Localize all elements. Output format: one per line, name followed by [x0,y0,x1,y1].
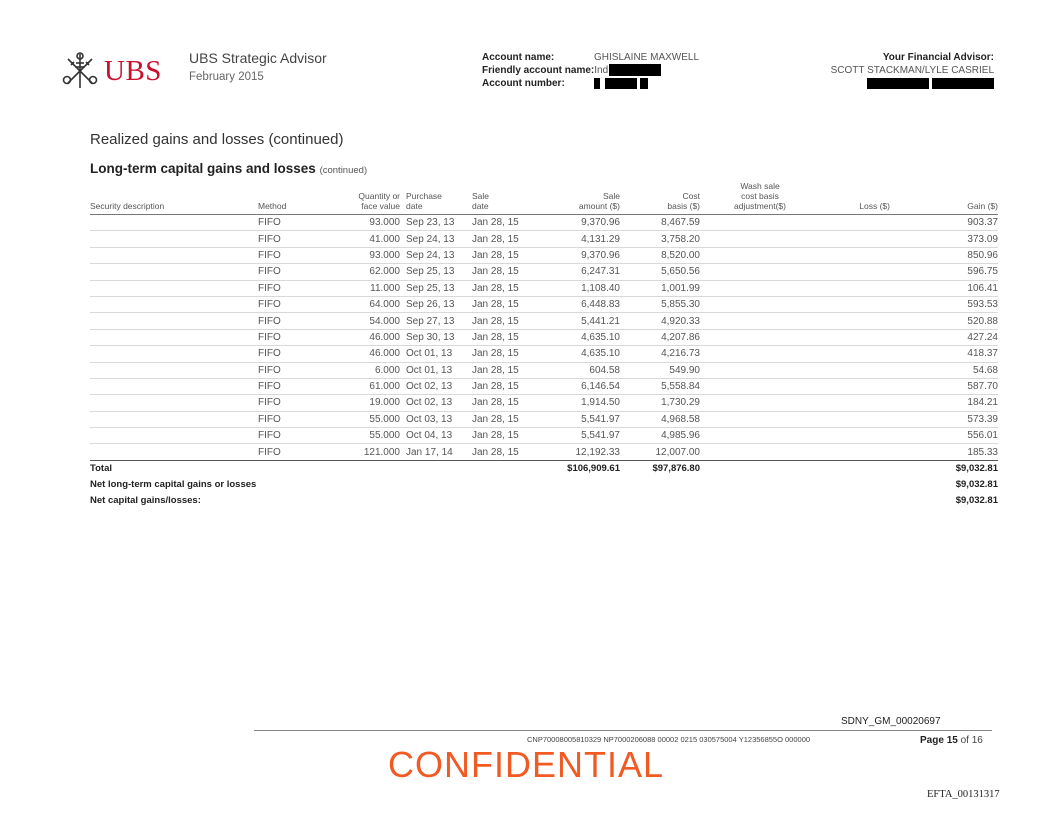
table-row [90,362,998,378]
cell-sale-date: Jan 28, 15 [458,346,522,362]
net-capital-row [90,493,998,509]
cell-purchase-date: Oct 02, 13 [400,378,458,394]
cell-loss [790,444,890,460]
cell-quantity: 55.000 [324,411,400,427]
cell-cost-basis: 4,920.33 [620,313,700,329]
confidential-stamp: CONFIDENTIAL [388,744,665,785]
redaction-block [609,64,661,76]
cell-cost-basis: 549.90 [620,362,700,378]
product-name: UBS Strategic Advisor [189,50,327,66]
cell-sale-date: Jan 28, 15 [458,428,522,444]
cell-sale-date: Jan 28, 15 [458,395,522,411]
total-row [90,460,998,477]
cell-sale-date: Jan 28, 15 [458,247,522,263]
ubs-logo [60,48,170,94]
cell-loss [790,247,890,263]
cell-security [90,346,228,362]
cell-sale-amount: 4,635.10 [522,329,620,345]
cell-method: FIFO [228,264,324,280]
cell-quantity: 93.000 [324,247,400,263]
col-purchase-date: Purchase date [400,181,458,215]
col-gain: Gain ($) [890,181,998,215]
cell-quantity: 19.000 [324,395,400,411]
cell-gain: 418.37 [890,346,998,362]
statement-period: February 2015 [189,71,264,83]
cell-method: FIFO [228,428,324,444]
cell-gain: 184.21 [890,395,998,411]
cell-wash-sale [700,346,790,362]
cell-loss [790,395,890,411]
cell-quantity: 46.000 [324,329,400,345]
cell-gain: 903.37 [890,215,998,231]
cell-purchase-date: Sep 26, 13 [400,296,458,312]
net-long-term-gain: $9,032.81 [955,479,998,491]
cell-sale-date: Jan 28, 15 [458,378,522,394]
table-row [90,411,998,427]
net-capital-gain: $9,032.81 [955,495,998,507]
friendly-name-value: Ind [594,65,609,76]
subsection-title [90,161,367,176]
col-method: Method [228,181,324,215]
cell-wash-sale [700,428,790,444]
net-long-term-label: Net long-term capital gains or losses [90,479,257,491]
financial-advisor [831,51,994,90]
cell-purchase-date: Sep 25, 13 [400,280,458,296]
cell-sale-amount: 9,370.96 [522,215,620,231]
cell-gain: 587.70 [890,378,998,394]
advisor-label: Your Financial Advisor: [882,52,994,63]
table-row [90,264,998,280]
cell-sale-amount: 5,541.97 [522,428,620,444]
cell-quantity: 62.000 [324,264,400,280]
cell-gain: 185.33 [890,444,998,460]
cell-cost-basis: 4,968.58 [620,411,700,427]
cell-method: FIFO [228,346,324,362]
cell-purchase-date: Oct 01, 13 [400,362,458,378]
cell-cost-basis: 4,216.73 [620,346,700,362]
cell-quantity: 6.000 [324,362,400,378]
cell-gain: 573.39 [890,411,998,427]
account-name-value: GHISLAINE MAXWELL [594,52,700,63]
col-wash-sale: Wash sale cost basis adjustment($) [700,181,790,215]
cell-quantity: 46.000 [324,346,400,362]
cell-sale-date: Jan 28, 15 [458,444,522,460]
cell-purchase-date: Sep 25, 13 [400,264,458,280]
subsection-note: (continued) [319,165,368,176]
table-row [90,346,998,362]
cell-cost-basis: 1,001.99 [620,280,700,296]
page-total: of 16 [960,735,983,746]
table-row [90,378,998,394]
cell-security [90,411,228,427]
cell-method: FIFO [228,231,324,247]
cell-security [90,231,228,247]
cell-wash-sale [700,215,790,231]
cell-purchase-date: Oct 02, 13 [400,395,458,411]
cell-sale-date: Jan 28, 15 [458,411,522,427]
cell-loss [790,428,890,444]
cell-cost-basis: 1,730.29 [620,395,700,411]
cell-method: FIFO [228,411,324,427]
cell-sale-date: Jan 28, 15 [458,313,522,329]
cell-sale-amount: 1,108.40 [522,280,620,296]
redaction-block [640,78,648,89]
subsection-title-text: Long-term capital gains and losses [90,161,316,176]
cell-wash-sale [700,247,790,263]
cell-sale-amount: 9,370.96 [522,247,620,263]
cell-wash-sale [700,362,790,378]
cell-security [90,215,228,231]
cell-security [90,280,228,296]
table-row [90,247,998,263]
cell-cost-basis: 5,558.84 [620,378,700,394]
cell-loss [790,313,890,329]
friendly-name-label: Friendly account name: [482,65,595,76]
col-security: Security description [90,181,228,215]
table-row [90,296,998,312]
cell-gain: 373.09 [890,231,998,247]
bates-number: SDNY_GM_00020697 [841,716,941,727]
cell-wash-sale [700,444,790,460]
table-row [90,428,998,444]
table-row [90,395,998,411]
cell-wash-sale [700,296,790,312]
net-capital-label: Net capital gains/losses: [90,495,201,507]
cell-sale-amount: 6,146.54 [522,378,620,394]
cell-sale-date: Jan 28, 15 [458,215,522,231]
cell-wash-sale [700,395,790,411]
table-row [90,280,998,296]
advisor-names: SCOTT STACKMAN/LYLE CASRIEL [830,65,994,76]
cell-method: FIFO [228,313,324,329]
table-row [90,444,998,460]
cell-purchase-date: Oct 03, 13 [400,411,458,427]
page-word: Page [920,735,944,746]
efta-number: EFTA_00131317 [927,789,1000,800]
col-sale-date: Sale date [458,181,522,215]
cell-method: FIFO [228,395,324,411]
cell-wash-sale [700,329,790,345]
page-number [920,735,983,746]
cell-gain: 427.24 [890,329,998,345]
cell-quantity: 121.000 [324,444,400,460]
ubs-logo-text: UBS [104,54,162,87]
cell-quantity: 54.000 [324,313,400,329]
cell-purchase-date: Sep 27, 13 [400,313,458,329]
table-row [90,215,998,231]
cell-sale-date: Jan 28, 15 [458,280,522,296]
cell-security [90,264,228,280]
footer-divider [254,730,992,731]
document-code: CNP70008005810329 NP7000206088 00002 0215 030575004 Y12356855O 000000 [527,735,811,744]
cell-sale-date: Jan 28, 15 [458,296,522,312]
cell-sale-date: Jan 28, 15 [458,329,522,345]
cell-method: FIFO [228,296,324,312]
cell-purchase-date: Oct 04, 13 [400,428,458,444]
total-sale-amount: $106,909.61 [567,463,620,475]
cell-sale-amount: 4,131.29 [522,231,620,247]
table-row [90,329,998,345]
cell-loss [790,411,890,427]
cell-wash-sale [700,280,790,296]
cell-wash-sale [700,264,790,280]
cell-quantity: 61.000 [324,378,400,394]
cell-loss [790,362,890,378]
cell-method: FIFO [228,280,324,296]
cell-cost-basis: 4,985.96 [620,428,700,444]
cell-loss [790,231,890,247]
col-cost-basis: Cost basis ($) [620,181,700,215]
cell-wash-sale [700,313,790,329]
cell-gain: 556.01 [890,428,998,444]
account-info [482,51,699,90]
cell-gain: 850.96 [890,247,998,263]
gains-losses-table [90,181,998,509]
cell-loss [790,329,890,345]
col-quantity: Quantity or face value [324,181,400,215]
cell-security [90,296,228,312]
cell-sale-date: Jan 28, 15 [458,264,522,280]
cell-sale-amount: 1,914.50 [522,395,620,411]
cell-cost-basis: 12,007.00 [620,444,700,460]
cell-security [90,395,228,411]
redaction-block [867,78,929,89]
cell-sale-amount: 5,541.97 [522,411,620,427]
cell-gain: 596.75 [890,264,998,280]
cell-cost-basis: 4,207.86 [620,329,700,345]
cell-quantity: 55.000 [324,428,400,444]
cell-sale-amount: 5,441.21 [522,313,620,329]
col-loss: Loss ($) [790,181,890,215]
table-header-row [90,181,998,215]
cell-wash-sale [700,378,790,394]
cell-sale-amount: 604.58 [522,362,620,378]
cell-quantity: 93.000 [324,215,400,231]
table-row [90,231,998,247]
total-label: Total [90,463,112,475]
cell-loss [790,296,890,312]
cell-cost-basis: 3,758.20 [620,231,700,247]
redaction-block [932,78,994,89]
cell-method: FIFO [228,329,324,345]
cell-method: FIFO [228,247,324,263]
col-sale-amount: Sale amount ($) [522,181,620,215]
section-title: Realized gains and losses (continued) [90,131,344,148]
cell-cost-basis: 8,520.00 [620,247,700,263]
cell-security [90,313,228,329]
cell-method: FIFO [228,215,324,231]
account-number-label: Account number: [482,78,565,89]
cell-security [90,362,228,378]
cell-quantity: 64.000 [324,296,400,312]
cell-purchase-date: Sep 23, 13 [400,215,458,231]
cell-purchase-date: Sep 30, 13 [400,329,458,345]
cell-quantity: 41.000 [324,231,400,247]
cell-security [90,428,228,444]
ubs-keys-icon [60,51,100,91]
cell-cost-basis: 5,855.30 [620,296,700,312]
cell-purchase-date: Oct 01, 13 [400,346,458,362]
cell-method: FIFO [228,378,324,394]
cell-sale-date: Jan 28, 15 [458,362,522,378]
cell-purchase-date: Sep 24, 13 [400,247,458,263]
cell-security [90,378,228,394]
cell-sale-date: Jan 28, 15 [458,231,522,247]
cell-sale-amount: 6,448.83 [522,296,620,312]
cell-gain: 520.88 [890,313,998,329]
cell-wash-sale [700,411,790,427]
redaction-block [605,78,637,89]
cell-loss [790,280,890,296]
cell-wash-sale [700,231,790,247]
cell-security [90,444,228,460]
cell-gain: 593.53 [890,296,998,312]
cell-loss [790,346,890,362]
table-row [90,313,998,329]
cell-sale-amount: 4,635.10 [522,346,620,362]
cell-loss [790,378,890,394]
cell-method: FIFO [228,444,324,460]
page-current: 15 [946,735,958,746]
cell-quantity: 11.000 [324,280,400,296]
cell-purchase-date: Sep 24, 13 [400,231,458,247]
total-cost-basis: $97,876.80 [652,463,700,475]
cell-method: FIFO [228,362,324,378]
cell-loss [790,264,890,280]
cell-purchase-date: Jan 17, 14 [400,444,458,460]
cell-gain: 54.68 [890,362,998,378]
net-long-term-row [90,477,998,493]
cell-loss [790,215,890,231]
total-gain: $9,032.81 [955,463,998,475]
account-name-label: Account name: [482,52,555,63]
cell-security [90,329,228,345]
cell-sale-amount: 12,192.33 [522,444,620,460]
cell-security [90,247,228,263]
cell-sale-amount: 6,247.31 [522,264,620,280]
cell-gain: 106.41 [890,280,998,296]
redaction-block [594,78,600,89]
cell-cost-basis: 8,467.59 [620,215,700,231]
cell-cost-basis: 5,650.56 [620,264,700,280]
